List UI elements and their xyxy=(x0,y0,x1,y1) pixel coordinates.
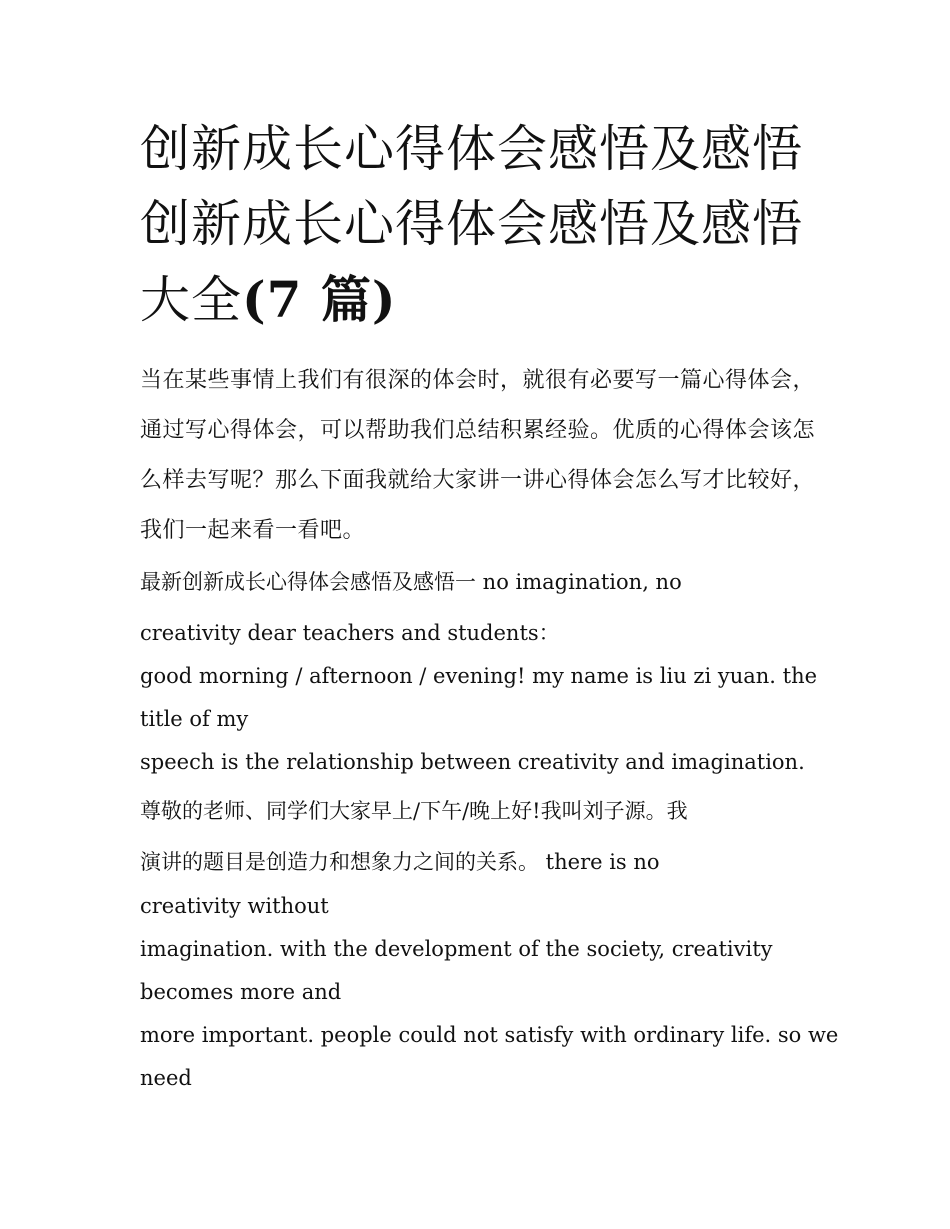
title-count: (7 篇) xyxy=(242,270,397,329)
body-line-11: more important. people could not satisfy with ordinary life. so we xyxy=(140,1023,839,1047)
body-line-6: 尊敬的老师、同学们大家早上/下午/晚上好!我叫刘子源。我 xyxy=(140,799,688,823)
body-line-9: imagination. with the development of the society, creativity xyxy=(140,937,773,961)
body-line-10: becomes more and xyxy=(140,980,342,1004)
title-text: 创新成长心得体会感悟及感悟创新成长心得体会感悟及感悟大全 xyxy=(140,120,803,329)
body-line-5: speech is the relationship between creativity and imagination. xyxy=(140,750,805,774)
body-line-1: 最新创新成长心得体会感悟及感悟一 no imagination, no xyxy=(140,570,682,594)
body-line-7: 演讲的题目是创造力和想象力之间的关系。 there is no xyxy=(140,850,660,874)
body-line-12: need xyxy=(140,1066,192,1090)
body-line-3: good morning / afternoon / evening! my name is liu zi yuan. the xyxy=(140,664,818,688)
body-line-2: creativity dear teachers and students： xyxy=(140,621,560,645)
document-title xyxy=(140,112,830,338)
body-line-8: creativity without xyxy=(140,894,329,918)
intro-paragraph: 当在某些事情上我们有很深的体会时，就很有必要写一篇心得体会，通过写心得体会，可以帮助我们总结积累经验。优质的心得体会该怎么样去写呢？那么下面我就给大家讲一讲心得体会怎么写才比较好，我们一起来看一看吧。 xyxy=(140,368,816,543)
body-line-4: title of my xyxy=(140,707,249,731)
